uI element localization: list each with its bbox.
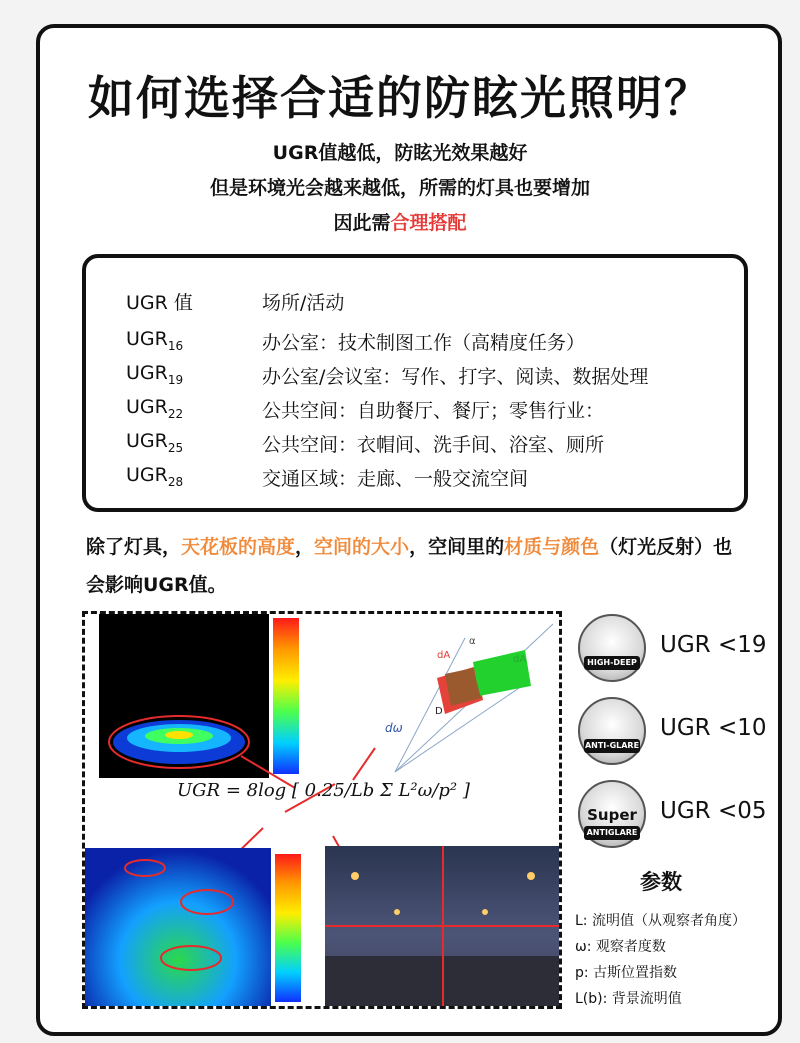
- intro-highlight: 合理搭配: [390, 212, 467, 234]
- alpha-label: α: [469, 636, 476, 647]
- ugr-label: $UGR_{16}$: [126, 328, 184, 353]
- night-street-scene: [325, 846, 561, 1006]
- product-ugr-value: UGR <10: [660, 715, 767, 741]
- page-title: 如何选择合适的防眩光照明？: [88, 71, 712, 125]
- activity-text: 公共空间：衣帽间、洗手间、浴室、厕所: [262, 434, 605, 456]
- header-ugr: UGR 值: [126, 292, 193, 314]
- intro-line-3-prefix: 因此需: [333, 212, 391, 234]
- activity-text: 公共空间：自助餐厅、餐厅；零售行业：: [262, 400, 605, 422]
- activity-text: 办公室：技术制图工作（高精度任务）: [262, 332, 586, 354]
- heatmap-street-image: [85, 848, 271, 1008]
- intro-line-3: [0, 206, 800, 241]
- param-item: ω: 观察者度数: [575, 939, 666, 955]
- ugr-formula: UGR = 8log [ 0.25/Lb Σ L²ω/p² ]: [177, 780, 470, 801]
- params-title: 参数: [640, 870, 682, 894]
- intro-line-1: UGR值越低，防眩光效果越好: [272, 142, 528, 164]
- activity-text: 办公室/会议室：写作、打字、阅读、数据处理: [262, 366, 649, 388]
- influence-note: 除了灯具，天花板的高度，空间的大小，空间里的材质与颜色（灯光反射）也会影响UGR值。: [86, 536, 733, 596]
- ugr-label: $UGR_{19}$: [126, 362, 184, 387]
- badge-big-label: Super: [587, 806, 637, 824]
- intro-text: [0, 136, 800, 241]
- note-highlight-space: 空间的大小: [314, 536, 410, 558]
- dA-left-label: dA: [437, 650, 451, 661]
- street-light-heatmap: [85, 848, 271, 1008]
- header-activity: 场所/活动: [262, 292, 345, 314]
- ugr-table: [82, 254, 748, 512]
- badge-label: HIGH-DEEP: [584, 656, 640, 670]
- ugr-label: $UGR_{28}$: [126, 464, 184, 489]
- anti-glare-product-icon: [578, 697, 646, 765]
- domega-label: dω: [385, 721, 403, 735]
- badge-label: ANTIGLARE: [584, 826, 640, 840]
- note-highlight-ceiling: 天花板的高度: [181, 536, 296, 558]
- note-highlight-material: 材质与颜色: [504, 536, 600, 558]
- night-street-photo: [325, 846, 561, 1006]
- intro-line-2: 但是环境光会越来越低，所需的灯具也要增加: [209, 177, 590, 199]
- ugr-label: $UGR_{25}$: [126, 430, 184, 455]
- super-antiglare-product-icon: [578, 780, 646, 848]
- street-luminance-scale: [275, 854, 301, 1002]
- param-item: L: 流明值（从观察者角度）: [575, 913, 746, 929]
- param-item: L(b): 背景流明值: [575, 991, 682, 1007]
- D-label: D: [435, 706, 443, 717]
- ugr-label: $UGR_{22}$: [126, 396, 184, 421]
- product-ugr-value: UGR <19: [660, 632, 767, 658]
- activity-text: 交通区域：走廊、一般交流空间: [262, 468, 529, 490]
- dA-right-label: dA: [513, 654, 527, 665]
- param-item: p: 古斯位置指数: [575, 965, 678, 981]
- ugr-diagram: [82, 611, 562, 1009]
- high-deep-product-icon: [578, 614, 646, 682]
- badge-label: ANTI-GLARE: [584, 739, 640, 753]
- product-ugr-value: UGR <05: [660, 798, 767, 824]
